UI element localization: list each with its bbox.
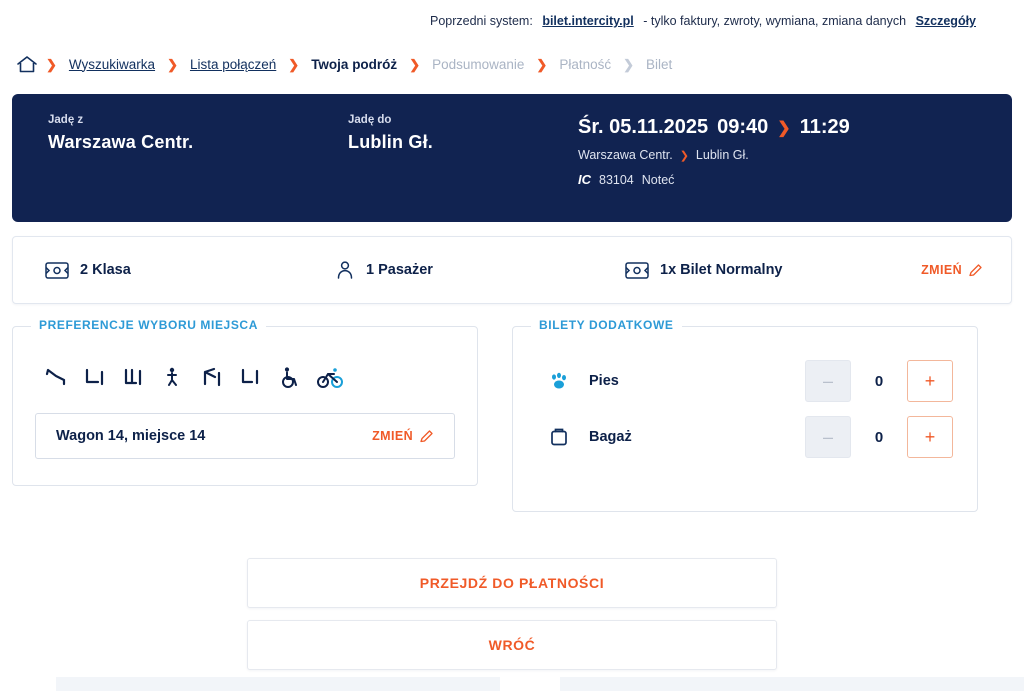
bottom-strip-segment: [0, 677, 56, 691]
breadcrumb-chevron-icon: ❯: [288, 56, 300, 72]
bag-icon: [537, 425, 581, 449]
summary-ticket-type: [625, 262, 1011, 279]
selected-seat-box: [35, 413, 455, 459]
pencil-icon: [419, 429, 434, 444]
summary-passengers-label: 1 Pasażer: [366, 262, 433, 278]
ticket-summary-bar: [12, 236, 1012, 304]
journey-route: [578, 148, 988, 162]
journey-route-from: Warszawa Centr.: [578, 148, 673, 162]
wheelchair-icon[interactable]: [277, 365, 303, 391]
home-icon[interactable]: [14, 53, 40, 75]
journey-from-label: Jadę z: [48, 114, 84, 126]
journey-to: [348, 114, 578, 222]
change-ticket-button[interactable]: [921, 263, 983, 278]
luggage-count-value: 0: [874, 428, 884, 446]
summary-class: [45, 262, 335, 279]
extra-label-luggage: Bagaż: [589, 429, 632, 445]
journey-train: [578, 172, 988, 187]
options-panels: [12, 318, 1012, 512]
journey-to-station: Lublin Gł.: [348, 132, 433, 152]
breadcrumb-chevron-icon: ❯: [623, 56, 634, 72]
journey-from-station: Warszawa Centr.: [48, 132, 194, 152]
extra-tickets-title: BILETY DODATKOWE: [531, 318, 682, 332]
selected-seat-label: Wagon 14, miejsce 14: [56, 428, 206, 444]
seat-legroom-icon[interactable]: [82, 365, 108, 391]
train-number: 83104: [599, 172, 634, 187]
legacy-system-notice: [0, 0, 1024, 42]
journey-from: [48, 114, 348, 222]
extra-row-dog: [537, 353, 953, 409]
breadcrumb-item-lista-polaczen[interactable]: Lista połączeń: [189, 56, 277, 72]
seat-preferences-panel: [12, 318, 478, 486]
breadcrumb-item-twoja-podroz[interactable]: Twoja podróż: [311, 56, 398, 72]
go-to-payment-button[interactable]: PRZEJDŹ DO PŁATNOŚCI: [247, 558, 777, 608]
journey-route-to: Lublin Gł.: [695, 148, 749, 162]
breadcrumb-chevron-icon: ❯: [536, 56, 548, 72]
seat-window-icon[interactable]: [199, 365, 225, 391]
action-buttons: [247, 558, 777, 670]
increase-dog-button[interactable]: +: [907, 360, 953, 402]
journey-date: Śr. 05.11.2025: [578, 116, 709, 138]
extra-tickets-panel: [512, 318, 978, 512]
journey-header: [12, 94, 1012, 222]
journey-details: [578, 114, 988, 222]
paw-icon: [537, 369, 581, 393]
breadcrumb-item-bilet: Bilet: [646, 56, 673, 72]
seat-preferences-title: PREFERENCJE WYBORU MIEJSCA: [31, 318, 266, 332]
seat-bicycle-space-icon[interactable]: [160, 365, 186, 391]
increase-luggage-button[interactable]: +: [907, 416, 953, 458]
person-icon: [335, 260, 355, 280]
pencil-icon: [968, 263, 983, 278]
change-seat-button[interactable]: [372, 429, 434, 444]
dog-count-value: 0: [874, 372, 884, 390]
ticket-icon: [625, 262, 649, 279]
breadcrumb-item-wyszukiwarka[interactable]: Wyszukiwarka: [68, 56, 156, 72]
journey-to-label: Jadę do: [348, 114, 392, 126]
seat-preference-icons: [29, 357, 461, 399]
seat-recliner-icon[interactable]: [43, 365, 69, 391]
arrow-right-icon: ❯: [777, 119, 791, 137]
stepper-dog: [805, 360, 953, 402]
bottom-strip: [0, 677, 1024, 691]
change-ticket-label: ZMIEŃ: [921, 263, 962, 277]
breadcrumb-item-platnosc: Płatność: [559, 56, 612, 72]
journey-depart-time: 09:40: [717, 116, 769, 138]
journey-datetime: [578, 116, 988, 139]
train-name: Noteć: [641, 172, 675, 187]
summary-passengers: [335, 260, 625, 280]
stepper-luggage: [805, 416, 953, 458]
seat-table-icon[interactable]: [121, 365, 147, 391]
summary-ticket-type-label: 1x Bilet Normalny: [660, 262, 783, 278]
change-seat-label: ZMIEŃ: [372, 429, 413, 443]
breadcrumb-chevron-icon: ❯: [167, 56, 178, 72]
decrease-dog-button[interactable]: –: [805, 360, 851, 402]
breadcrumb-item-podsumowanie: Podsumowanie: [432, 56, 525, 72]
journey-arrive-time: 11:29: [799, 116, 850, 138]
extra-label-dog: Pies: [589, 373, 619, 389]
back-button[interactable]: WRÓĆ: [247, 620, 777, 670]
legacy-site-link[interactable]: bilet.intercity.pl: [542, 14, 634, 28]
notice-prefix: Poprzedni system:: [430, 14, 533, 28]
breadcrumb-chevron-icon: ❯: [46, 56, 57, 72]
seat-aisle-icon[interactable]: [238, 365, 264, 391]
extra-row-luggage: [537, 409, 953, 465]
summary-class-label: 2 Klasa: [80, 262, 131, 278]
bicycle-icon[interactable]: [316, 365, 344, 391]
bottom-strip-segment: [500, 677, 560, 691]
decrease-luggage-button[interactable]: –: [805, 416, 851, 458]
ticket-icon: [45, 262, 69, 279]
breadcrumb: [0, 42, 1024, 86]
train-category-badge: IC: [578, 172, 591, 187]
breadcrumb-chevron-icon: ❯: [409, 56, 421, 72]
notice-text: - tylko faktury, zwroty, wymiana, zmiana danych: [643, 14, 907, 28]
notice-details-link[interactable]: Szczegóły: [915, 14, 976, 28]
arrow-right-icon: ❯: [679, 149, 689, 162]
